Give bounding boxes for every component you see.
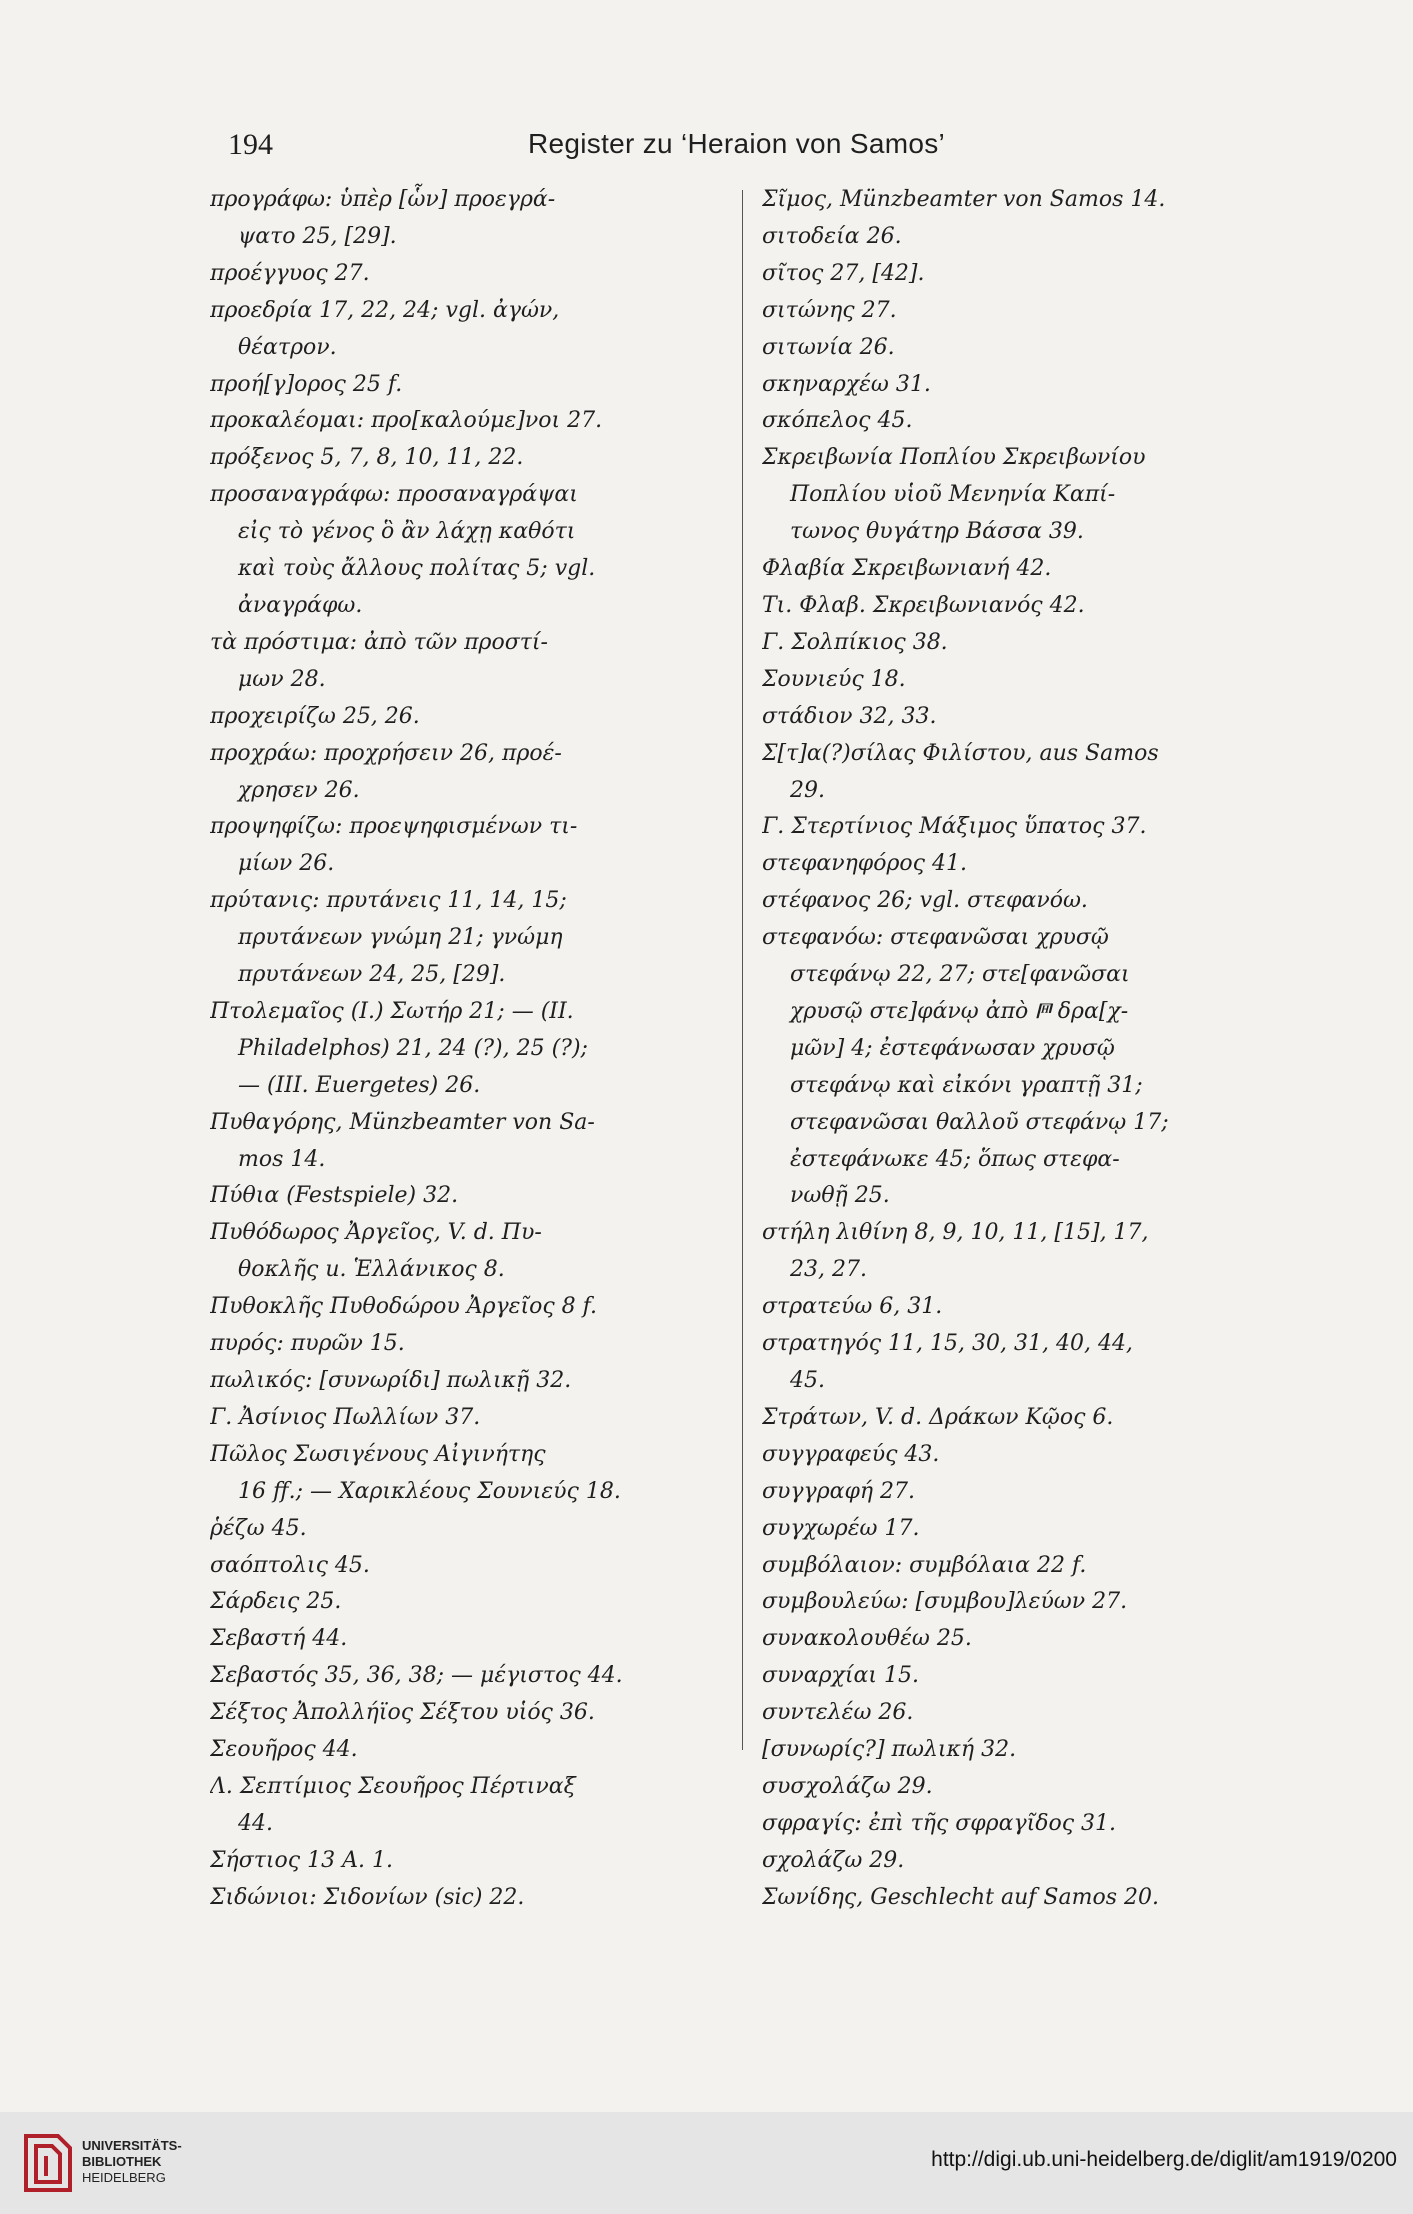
digitization-footer: [0, 2112, 1413, 2214]
index-entry-line: συναρχίαι 15.: [762, 1663, 919, 1689]
index-entry-line: στήλη λιθίνη 8, 9, 10, 11, [15], 17,: [762, 1220, 1149, 1246]
index-entry-line: σχολάζω 29.: [762, 1847, 905, 1873]
index-entry-line: πρύτανις: πρυτάνεις 11, 14, 15;: [210, 888, 567, 914]
index-entry-line: 44.: [238, 1810, 273, 1836]
index-entry-line: Γ. Στερτίνιος Μάξιμος ὕπατος 37.: [762, 814, 1147, 840]
index-entry-line: συντελέω 26.: [762, 1700, 914, 1726]
index-entry-line: πρυτάνεων 24, 25, [29].: [238, 962, 506, 988]
index-entry-line: στρατεύω 6, 31.: [762, 1294, 943, 1320]
index-entry-line: μίων 26.: [238, 851, 335, 877]
index-entry-line: συγγραφή 27.: [762, 1478, 916, 1504]
library-logo-icon: [18, 2132, 76, 2194]
index-entry-line: πωλικός: [συνωρίδι] πωλικῇ 32.: [210, 1368, 572, 1393]
index-entry-line: συμβουλεύω: [συμβου]λεύων 27.: [762, 1589, 1128, 1615]
index-entry-line: νωθῇ 25.: [790, 1183, 890, 1209]
index-entry-line: μῶν] 4; ἐστεφάνωσαν χρυσῷ: [790, 1035, 1115, 1061]
library-logo-text: [82, 2138, 182, 2186]
index-entry-line: συνακολουθέω 25.: [762, 1626, 972, 1652]
index-entry-line: 45.: [790, 1368, 825, 1393]
index-entry-line: εἰς τὸ γένος ὃ ἂν λάχῃ καθότι: [238, 519, 576, 545]
index-entry-line: στρατηγός 11, 15, 30, 31, 40, 44,: [762, 1331, 1133, 1357]
index-entry-line: Σήστιος 13 A. 1.: [210, 1847, 393, 1873]
index-entry-line: προσαναγράφω: προσαναγράψαι: [210, 482, 578, 508]
index-entry-line: στεφανηφόρος 41.: [762, 851, 967, 877]
index-entry-line: Σεβαστός 35, 36, 38; — μέγιστος 44.: [210, 1663, 623, 1689]
index-entry-line: συγγραφεύς 43.: [762, 1441, 940, 1467]
index-entry-line: σκόπελος 45.: [762, 408, 913, 434]
index-entry-line: Σεουῆρος 44.: [210, 1737, 358, 1763]
logo-line-2: BIBLIOTHEK: [82, 2154, 162, 2169]
index-entry-line: προψηφίζω: προεψηφισμένων τι-: [210, 814, 578, 840]
index-entry-line: στεφανόω: στεφανῶσαι χρυσῷ: [762, 925, 1109, 951]
index-entry-line: ἐστεφάνωκε 45; ὅπως στεφα-: [790, 1146, 1120, 1172]
index-entry-line: Γ. Ἀσίνιος Πωλλίων 37.: [210, 1404, 481, 1430]
index-entry-line: Ποπλίου υἱοῦ Μενηνία Καπί-: [790, 482, 1116, 508]
index-entry-line: μων 28.: [238, 666, 326, 692]
index-entry-line: Σκρειβωνία Ποπλίου Σκρειβωνίου: [762, 445, 1146, 471]
index-entry-line: Πυθαγόρης, Münzbeamter von Sa-: [210, 1109, 595, 1135]
index-entry-line: — (III. Euergetes) 26.: [238, 1072, 481, 1098]
index-entry-line: στεφάνῳ καὶ εἰκόνι γραπτῇ 31;: [790, 1072, 1143, 1098]
index-entry-line: πρυτάνεων γνώμη 21; γνώμη: [238, 925, 563, 951]
index-entry-line: χρησεν 26.: [238, 777, 360, 803]
index-entry-line: Πυθοκλῆς Πυθοδώρου Ἀργεῖος 8 f.: [210, 1294, 597, 1320]
index-entry-line: mos 14.: [238, 1146, 326, 1172]
index-entry-line: Σάρδεις 25.: [210, 1589, 342, 1615]
index-entry-line: καὶ τοὺς ἄλλους πολίτας 5; vgl.: [238, 556, 596, 582]
index-entry-line: Πυθόδωρος Ἀργεῖος, V. d. Πυ-: [210, 1220, 542, 1246]
index-entry-line: [συνωρίς?] πωλική 32.: [762, 1737, 1017, 1763]
index-entry-line: Σ[τ]α(?)σίλας Φιλίστου, aus Samos: [762, 740, 1159, 766]
index-entry-line: πρόξενος 5, 7, 8, 10, 11, 22.: [210, 445, 524, 471]
index-entry-line: Τι. Φλαβ. Σκρειβωνιανός 42.: [762, 592, 1085, 618]
index-entry-line: Στράτων, V. d. Δράκων Κῷος 6.: [762, 1404, 1114, 1430]
index-entry-line: συγχωρέω 17.: [762, 1515, 920, 1541]
index-entry-line: Πτολεμαῖος (I.) Σωτήρ 21; — (II.: [210, 998, 574, 1024]
index-entry-line: Σιδώνιοι: Σιδονίων (sic) 22.: [210, 1884, 525, 1910]
index-entry-line: Σεβαστή 44.: [210, 1626, 348, 1652]
index-column-left: [210, 182, 730, 1917]
index-entry-line: Φλαβία Σκρειβωνιανή 42.: [762, 556, 1052, 582]
logo-line-1: UNIVERSITÄTS-: [82, 2138, 182, 2153]
index-entry-line: προέγγυος 27.: [210, 260, 370, 286]
index-entry-line: στεφανῶσαι θαλλοῦ στεφάνῳ 17;: [790, 1109, 1169, 1135]
index-entry-line: Πύθια (Festspiele) 32.: [210, 1183, 459, 1209]
index-entry-line: 29.: [790, 777, 825, 803]
page-number: 194: [228, 128, 273, 161]
index-entry-line: σιτοδεία 26.: [762, 223, 902, 249]
column-divider: [742, 190, 743, 1750]
index-entry-line: προχράω: προχρήσειν 26, προέ-: [210, 740, 562, 766]
index-entry-line: στάδιον 32, 33.: [762, 703, 937, 729]
index-entry-line: σφραγίς: ἐπὶ τῆς σφραγῖδος 31.: [762, 1810, 1117, 1836]
index-entry-line: Σουνιεύς 18.: [762, 666, 906, 692]
index-entry-line: σαόπτολις 45.: [210, 1552, 370, 1578]
index-entry-line: σιτωνία 26.: [762, 334, 895, 360]
index-entry-line: προγράφω: ὑπὲρ [ὧν] προεγρά-: [210, 187, 556, 212]
index-entry-line: συσχολάζω 29.: [762, 1773, 933, 1799]
index-entry-line: συμβόλαιον: συμβόλαια 22 f.: [762, 1552, 1087, 1578]
index-entry-line: τὰ πρόστιμα: ἀπὸ τῶν προστί-: [210, 629, 548, 655]
index-entry-line: Πῶλος Σωσιγένους Αἰγινήτης: [210, 1441, 546, 1467]
logo-line-3: HEIDELBERG: [82, 2170, 166, 2185]
running-head: Register zu ‘Heraion von Samos’: [528, 128, 946, 159]
index-entry-line: 16 ff.; — Χαρικλέους Σουνιεύς 18.: [238, 1478, 621, 1504]
index-entry-line: στεφάνῳ 22, 27; στε[φανῶσαι: [790, 962, 1130, 988]
index-column-right: [762, 182, 1282, 1917]
source-url-link[interactable]: http://digi.ub.uni-heidelberg.de/diglit/am1919/0200: [931, 2148, 1397, 2171]
index-entry-line: τωνος θυγάτηρ Βάσσα 39.: [790, 519, 1084, 545]
index-entry-line: σῖτος 27, [42].: [762, 260, 925, 286]
index-entry-line: προή[γ]ορος 25 f.: [210, 371, 403, 397]
index-entry-line: Philadelphos) 21, 24 (?), 25 (?);: [238, 1035, 588, 1061]
index-entry-line: Λ. Σεπτίμιος Σεουῆρος Πέρτιναξ: [210, 1773, 576, 1799]
index-entry-line: στέφανος 26; vgl. στεφανόω.: [762, 888, 1088, 914]
index-entry-line: προεδρία 17, 22, 24; vgl. ἀγών,: [210, 297, 560, 323]
index-entry-line: πυρός: πυρῶν 15.: [210, 1331, 405, 1357]
index-entry-line: Σέξτος Ἀπολλήϊος Σέξτου υἱός 36.: [210, 1700, 595, 1726]
index-entry-line: σιτώνης 27.: [762, 297, 897, 323]
index-entry-line: θέατρον.: [238, 334, 337, 360]
index-entry-line: ἀναγράφω.: [238, 592, 363, 618]
index-entry-line: Γ. Σολπίκιος 38.: [762, 629, 948, 655]
index-entry-line: σκηναρχέω 31.: [762, 371, 931, 397]
index-entry-line: 23, 27.: [790, 1257, 867, 1283]
index-entry-line: Σῖμος, Münzbeamter von Samos 14.: [762, 187, 1166, 212]
index-entry-line: θοκλῆς u. Ἑλλάνικος 8.: [238, 1257, 505, 1283]
index-entry-line: Σωνίδης, Geschlecht auf Samos 20.: [762, 1884, 1159, 1910]
index-entry-line: ῥέζω 45.: [210, 1515, 307, 1541]
page-header: [228, 128, 1178, 178]
index-entry-line: προχειρίζω 25, 26.: [210, 703, 420, 729]
index-entry-line: προκαλέομαι: προ[καλούμε]νοι 27.: [210, 408, 603, 434]
index-entry-line: ψατο 25, [29].: [238, 223, 397, 249]
index-entry-line: χρυσῷ στε]φάνῳ ἀπὸ 𐅅 δρα[χ-: [790, 998, 1129, 1024]
